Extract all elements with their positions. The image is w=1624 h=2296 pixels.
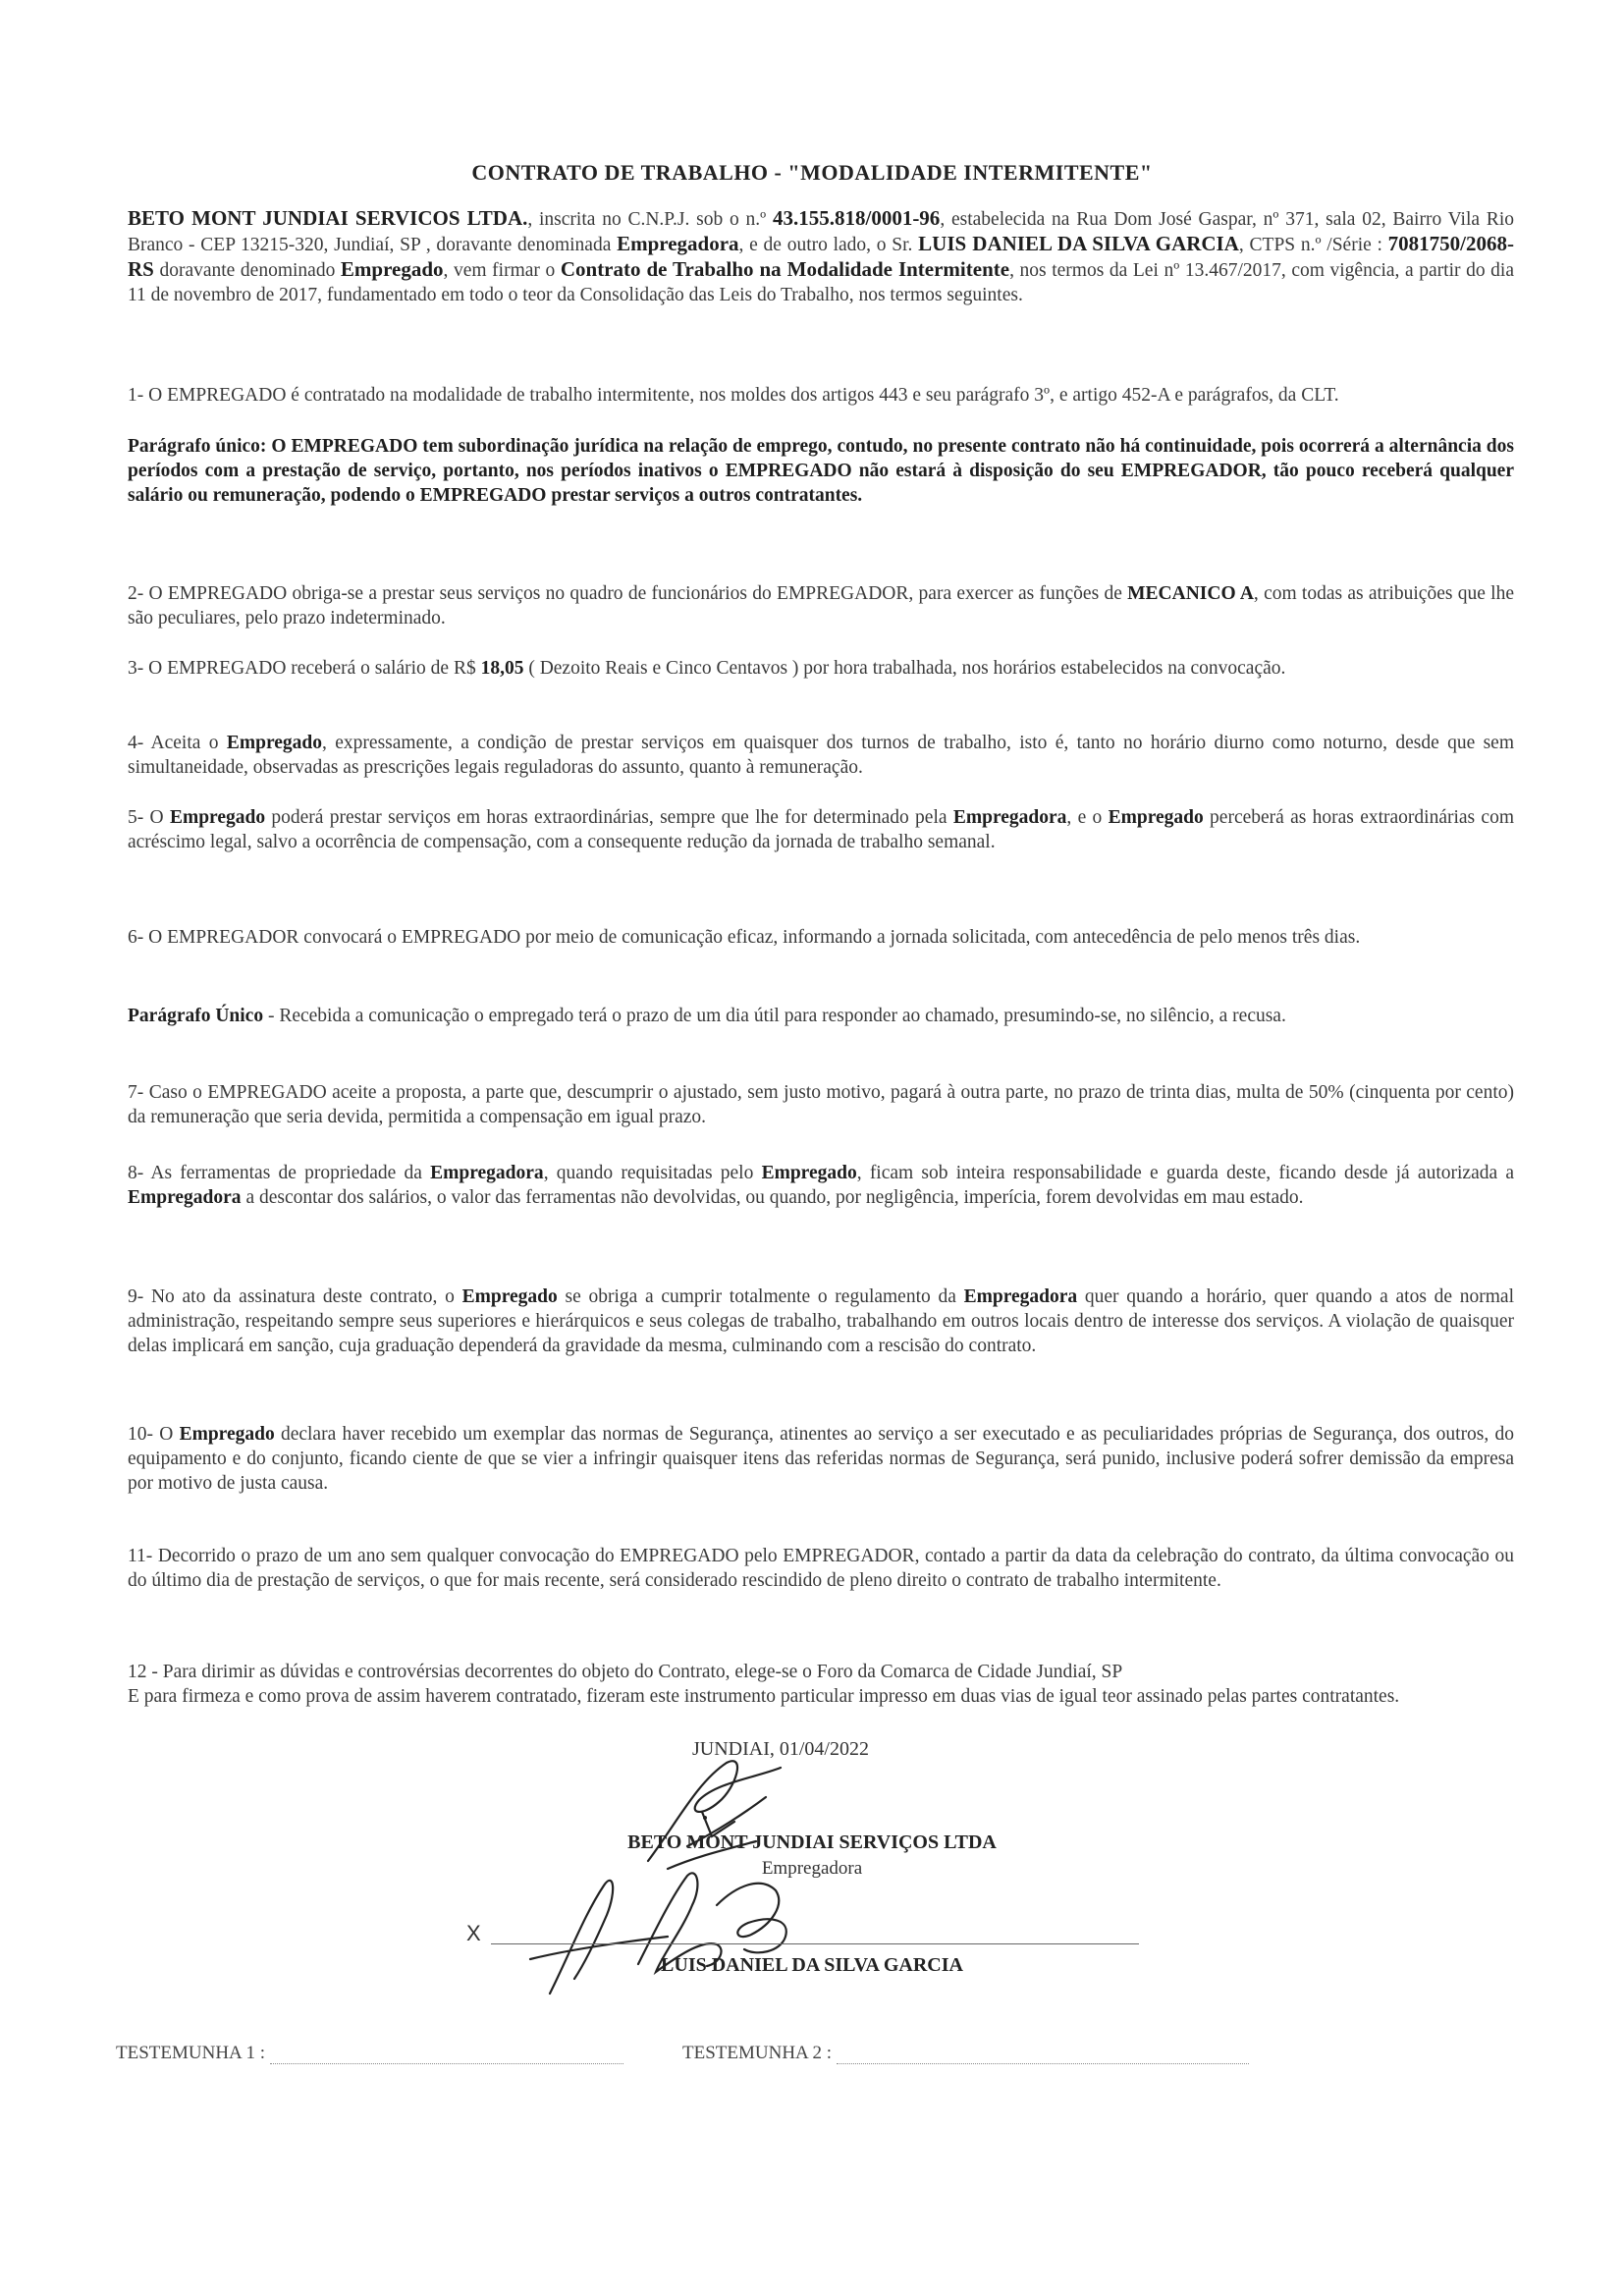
witness-1-label: TESTEMUNHA 1 : [116, 2043, 265, 2063]
employee-signature-line [491, 1943, 1139, 1944]
paragraph-label: Parágrafo único [128, 436, 260, 457]
clause-10: 10- O Empregado declara haver recebido um exemplar das normas de Segurança, atinentes ao serviço a ser executado e as peculiaridades próprias de Segurança, dos outros, do equipamento e do conjunto, ficando ciente de que se vier a infringir quaisquer itens das referidas normas de Segurança, será punido, inclusive poderá sofrer demissão da empresa por motivo de justa causa. [128, 1424, 1515, 1494]
clause-8: 8- As ferramentas de propriedade da Empregadora, quando requisitadas pelo Empregado, ficam sob inteira responsabilidade e guarda deste, ficando desde já autorizada a Empregadora a descontar dos salários, o valor das ferramentas não devolvidas, ou quando, por negligência, imperícia, forem devolvidas em mau estado. [128, 1163, 1515, 1208]
salary-amount: 18,05 [480, 658, 524, 679]
witness-2-label: TESTEMUNHA 2 : [682, 2043, 832, 2063]
clause-12: 12 - Para dirimir as dúvidas e controvérsias decorrentes do objeto do Contrato, elege-se o Foro da Comarca de Cidade Jundiaí, SP [128, 1662, 1123, 1682]
clause-1: 1- O EMPREGADO é contratado na modalidade de trabalho intermitente, nos moldes dos artigos 443 e seu parágrafo 3º, e artigo 452-A e parágrafos, da CLT. [128, 385, 1339, 406]
company-name: BETO MONT JUNDIAI SERVICOS LTDA. [128, 206, 528, 230]
clause-2: 2- O EMPREGADO obriga-se a prestar seus serviços no quadro de funcionários do EMPREGADOR, para exercer as funções de MECANICO A, com todas as atribuições que lhe são peculiares, pelo prazo indeterminado. [128, 583, 1514, 629]
clause-7: 7- Caso o EMPREGADO aceite a proposta, a parte que, descumprir o ajustado, sem justo motivo, pagará à outra parte, no prazo de trinta dias, multa de 50% (cinquenta por cento) da remuneração que seria devida, permitida a compensação em igual prazo. [128, 1082, 1514, 1127]
job-role: MECANICO A [1127, 583, 1254, 604]
contract-type: Contrato de Trabalho na Modalidade Intermitente [560, 257, 1010, 281]
clause-11: 11- Decorrido o prazo de um ano sem qualquer convocação do EMPREGADO pelo EMPREGADOR, contado a partir da data da celebração do contrato, da última convocação ou do último dia de prestação de serviços, o que for mais recente, será considerado rescindido de pleno direito o contrato de trabalho intermitente. [128, 1546, 1514, 1591]
clause-4: 4- Aceita o Empregado, expressamente, a condição de prestar serviços em quaisquer dos turnos de trabalho, isto é, tanto no horário diurno como noturno, desde que sem simultaneidade, observadas as prescrições legais reguladoras do assunto, quanto à remuneração. [128, 733, 1514, 778]
employer-role: Empregadora [761, 1858, 863, 1879]
witness-1 [116, 2043, 623, 2064]
ctps-number: 7081750/2068-RS [128, 232, 1514, 281]
clause-3: 3- O EMPREGADO receberá o salário de R$ 18,05 ( Dezoito Reais e Cinco Centavos ) por hora trabalhada, nos horários estabelecidos na convocação. [128, 658, 1286, 679]
clause-6-paragraph: Parágrafo Único - Recebida a comunicação o empregado terá o prazo de um dia útil para responder ao chamado, presumindo-se, no silêncio, a recusa. [128, 1006, 1286, 1026]
closing-statement: E para firmeza e como prova de assim haverem contratado, fizeram este instrumento particular impresso em duas vias de igual teor assinado pelas partes contratantes. [128, 1686, 1400, 1707]
witness-2 [682, 2043, 1249, 2064]
contract-title: CONTRATO DE TRABALHO - "MODALIDADE INTERMITENTE" [471, 160, 1153, 185]
employee-signature [491, 1846, 903, 2003]
witness-1-line [270, 2046, 623, 2064]
signature-x-mark: X [466, 1921, 481, 1945]
paragraph-label: Parágrafo Único [128, 1006, 264, 1026]
employer-signer-name: BETO MONT JUNDIAI SERVIÇOS LTDA [627, 1831, 997, 1853]
clause-6: 6- O EMPREGADOR convocará o EMPREGADO por meio de comunicação eficaz, informando a jornada solicitada, com antecedência de pelo menos três dias. [128, 927, 1361, 948]
intro-paragraph: BETO MONT JUNDIAI SERVICOS LTDA., inscrita no C.N.P.J. sob o n.º 43.155.818/0001-96, estabelecida na Rua Dom José Gaspar, nº 371, sala 02, Bairro Vila Rio Branco - CEP 13215-320, Jundiaí, SP , doravante denominada Empregadora, e de outro lado, o Sr. LUIS DANIEL DA SILVA GARCIA, CTPS n.º /Série : 7081750/2068-RS doravante denominado Empregado, vem firmar o Contrato de Trabalho na Modalidade Intermitente, nos termos da Lei nº 13.467/2017, com vigência, a partir do dia 11 de novembro de 2017, fundamentado em todo o teor da Consolidação das Leis do Trabalho, nos termos seguintes. [128, 206, 1515, 305]
clause-1-paragraph: Parágrafo único: O EMPREGADO tem subordinação jurídica na relação de emprego, contudo, no presente contrato não há continuidade, pois ocorrerá a alternância dos períodos com a prestação de serviço, portanto, nos períodos inativos o EMPREGADO não estará à disposição do seu EMPREGADOR, tão pouco receberá qualquer salário ou remuneração, podendo o EMPREGADO prestar serviços a outros contratantes. [128, 436, 1514, 506]
clause-5: 5- O Empregado poderá prestar serviços em horas extraordinárias, sempre que lhe for determinado pela Empregadora, e o Empregado perceberá as horas extraordinárias com acréscimo legal, salvo a ocorrência de compensação, com a consequente redução da jornada de trabalho semanal. [128, 807, 1515, 852]
cnpj-number: 43.155.818/0001-96 [772, 206, 941, 230]
place-date: JUNDIAI, 01/04/2022 [692, 1738, 869, 1760]
employee-name: LUIS DANIEL DA SILVA GARCIA [918, 232, 1239, 255]
witness-2-line [837, 2046, 1249, 2064]
employee-signer-name: LUIS DANIEL DA SILVA GARCIA [661, 1954, 963, 1976]
clause-9: 9- No ato da assinatura deste contrato, o Empregado se obriga a cumprir totalmente o regulamento da Empregadora quer quando a horário, quer quando a atos de normal administração, respeitando sempre seus superiores e hierárquicos e seus colegas de trabalho, trabalhando em outros locais dentro de interesse dos serviços. A violação de quaisquer delas implicará em sanção, cuja graduação dependerá da gravidade da mesma, culminando com a rescisão do contrato. [128, 1286, 1514, 1356]
